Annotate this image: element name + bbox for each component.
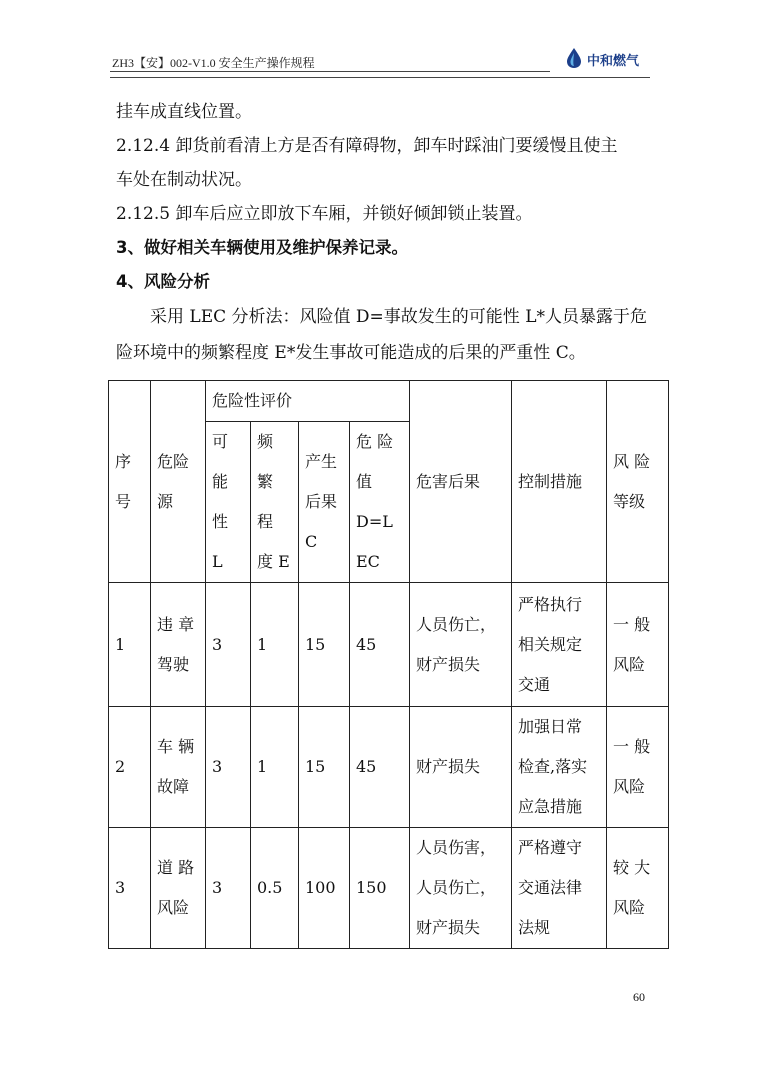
cell-E: 1 — [251, 707, 299, 828]
header-rule-thin — [110, 71, 550, 72]
cell-C: 15 — [299, 707, 350, 828]
logo-text: 中和燃气 — [587, 54, 640, 69]
cell-D: 150 — [350, 828, 410, 949]
table-row — [109, 583, 669, 707]
cell-control: 加强日常 检查,落实 应急措施 — [512, 707, 607, 828]
cell-control: 严格执行 相关规定 交通 — [512, 583, 607, 707]
col-header-consequence: 危害后果 — [410, 381, 512, 583]
cell-D: 45 — [350, 583, 410, 707]
col-header-C: 产生 后果 C — [299, 422, 350, 583]
intro-paragraph-cont: 险环境中的频繁程度 E*发生事故可能造成的后果的严重性 C。 — [116, 343, 586, 363]
col-header-E: 频 繁 程 度 E — [251, 422, 299, 583]
section-heading-4: 4、风险分析 — [116, 272, 210, 291]
cell-L: 3 — [206, 583, 251, 707]
cell-level: 一 般 风险 — [607, 707, 669, 828]
col-header-seq: 序 号 — [109, 381, 151, 583]
header-rule — [110, 77, 650, 78]
cell-L: 3 — [206, 707, 251, 828]
company-logo — [565, 46, 655, 70]
cell-level: 较 大 风险 — [607, 828, 669, 949]
paragraph: 2.12.5 卸车后应立即放下车厢，并锁好倾卸锁止装置。 — [116, 204, 533, 224]
cell-hazard: 违 章 驾驶 — [151, 583, 206, 707]
paragraph: 2.12.4 卸货前看清上方是否有障碍物，卸车时踩油门要缓慢且使主 — [116, 136, 618, 156]
cell-seq: 1 — [109, 583, 151, 707]
cell-C: 100 — [299, 828, 350, 949]
cell-hazard: 车 辆 故障 — [151, 707, 206, 828]
table-header-row — [109, 381, 669, 422]
col-header-D: 危 险 值 D=LEC — [350, 422, 410, 583]
page-header — [110, 44, 650, 84]
section-heading-3: 3、做好相关车辆使用及维护保养记录。 — [116, 238, 408, 257]
cell-hazard: 道 路 风险 — [151, 828, 206, 949]
cell-consequence: 财产损失 — [410, 707, 512, 828]
cell-E: 1 — [251, 583, 299, 707]
cell-consequence: 人员伤害， 人员伤亡， 财产损失 — [410, 828, 512, 949]
cell-L: 3 — [206, 828, 251, 949]
paragraph: 车处在制动状况。 — [116, 170, 252, 190]
cell-seq: 2 — [109, 707, 151, 828]
cell-E: 0.5 — [251, 828, 299, 949]
cell-D: 45 — [350, 707, 410, 828]
cell-seq: 3 — [109, 828, 151, 949]
table-row — [109, 707, 669, 828]
cell-C: 15 — [299, 583, 350, 707]
table-row — [109, 828, 669, 949]
cell-consequence: 人员伤亡， 财产损失 — [410, 583, 512, 707]
page-number: 60 — [633, 990, 645, 1004]
cell-level: 一 般 风险 — [607, 583, 669, 707]
lec-risk-table — [108, 380, 669, 949]
col-header-level: 风 险 等级 — [607, 381, 669, 583]
body-text — [116, 95, 661, 371]
col-header-evaluation: 危险性评价 — [206, 381, 410, 422]
col-header-control: 控制措施 — [512, 381, 607, 583]
intro-paragraph: 采用 LEC 分析法：风险值 D=事故发生的可能性 L*人员暴露于危 — [150, 307, 647, 327]
doc-code: ZH3【安】002-V1.0 安全生产操作规程 — [112, 56, 315, 70]
col-header-hazard: 危险 源 — [151, 381, 206, 583]
flame-drop-icon — [565, 47, 583, 69]
cell-control: 严格遵守 交通法律 法规 — [512, 828, 607, 949]
paragraph: 挂车成直线位置。 — [116, 102, 252, 122]
col-header-L: 可 能 性 L — [206, 422, 251, 583]
